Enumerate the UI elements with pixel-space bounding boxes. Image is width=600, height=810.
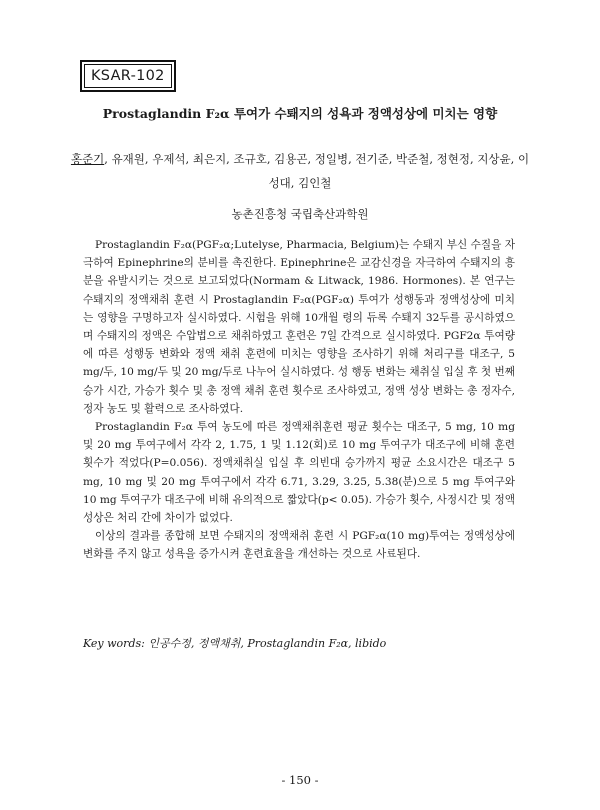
keywords: Key words: 인공수정, 정액채취, Prostaglandin F₂α, libido bbox=[83, 637, 387, 650]
abstract-paragraph-3: 이상의 결과를 종합해 보면 수퇘지의 정액채취 훈련 시 PGF₂α(10 mg)투여는 정액성상에 변화를 주지 않고 성욕을 증가시켜 훈련효율을 개선하는 것으로 사료된다. bbox=[83, 530, 515, 561]
paper-code-box bbox=[80, 60, 176, 92]
first-author: 홍준기 bbox=[70, 152, 105, 166]
paper-code: KSAR-102 bbox=[84, 64, 172, 88]
abstract bbox=[83, 236, 515, 564]
page-number: - 150 - bbox=[281, 773, 319, 787]
affiliation: 농촌진흥청 국립축산과학원 bbox=[231, 207, 369, 221]
co-authors: , 유재원, 우제석, 최은지, 조규호, 김용곤, 정일병, 전기준, 박준철, 정현정, 지상윤, 이성대, 김인철 bbox=[104, 152, 530, 190]
abstract-paragraph-1: Prostaglandin F₂α(PGF₂α;Lutelyse, Pharmacia, Belgium)는 수퇘지 부신 수질을 자극하여 Epinephrine의 분비를 촉진한다. Epinephrine은 교감신경을 자극하여 수퇘지의 흥분을 유발시키는 것으로 보고되었다(Normam & Litwack, 1986. Hormones). 본 연구는 수퇘지의 정액채취 훈련 시 Prostaglandin F₂α(PGF₂α) 투여가 성행동과 정액성상에 미치는 영향을 구명하고자 실시하였다. 시험을 위해 10개월 령의 듀록 수퇘지 32두를 공시하였으며 수퇘지의 정액은 수압법으로 채취하였고 훈련은 7일 간격으로 실시하였다. PGF2α 투여량에 따른 성행동 변화와 정액 채취 훈련에 미치는 영향을 조사하기 위해 처리구를 대조구, 5 mg/두, 10 mg/두 및 20 mg/두로 나누어 실시하였다. 성 행동 변화는 채취실 입실 후 첫 번째 승가 시간, 가승가 횟수 및 총 정액 채취 훈련 횟수로 조사하였고, 정액 성상 변화는 총 정자수, 정자 농도 및 활력으로 조사하였다. bbox=[83, 239, 515, 415]
author-list bbox=[70, 147, 530, 195]
paper-title: Prostaglandin F₂α 투여가 수퇘지의 성욕과 정액성상에 미치는 영향 bbox=[102, 106, 498, 121]
abstract-paragraph-2: Prostaglandin F₂α 투여 농도에 따른 정액채취훈련 평균 횟수는 대조구, 5 mg, 10 mg 및 20 mg 투여구에서 각각 2, 1.75, 1 및 1.12(회)로 10 mg 투여구가 대조구에 비해 훈련횟수가 적었다(P=0.056). 정액채취실 입실 후 의빈대 승가까지 평균 소요시간은 대조구 5 mg, 10 mg 및 20 mg 투여구에서 각각 6.71, 3.29, 3.25, 5.38(분)으로 5 mg 투여구와 10 mg 투여구가 대조구에 비해 유의적으로 짧았다(p< 0.05). 가승가 횟수, 사정시간 및 정액성상은 처리 간에 차이가 없었다. bbox=[83, 421, 515, 525]
